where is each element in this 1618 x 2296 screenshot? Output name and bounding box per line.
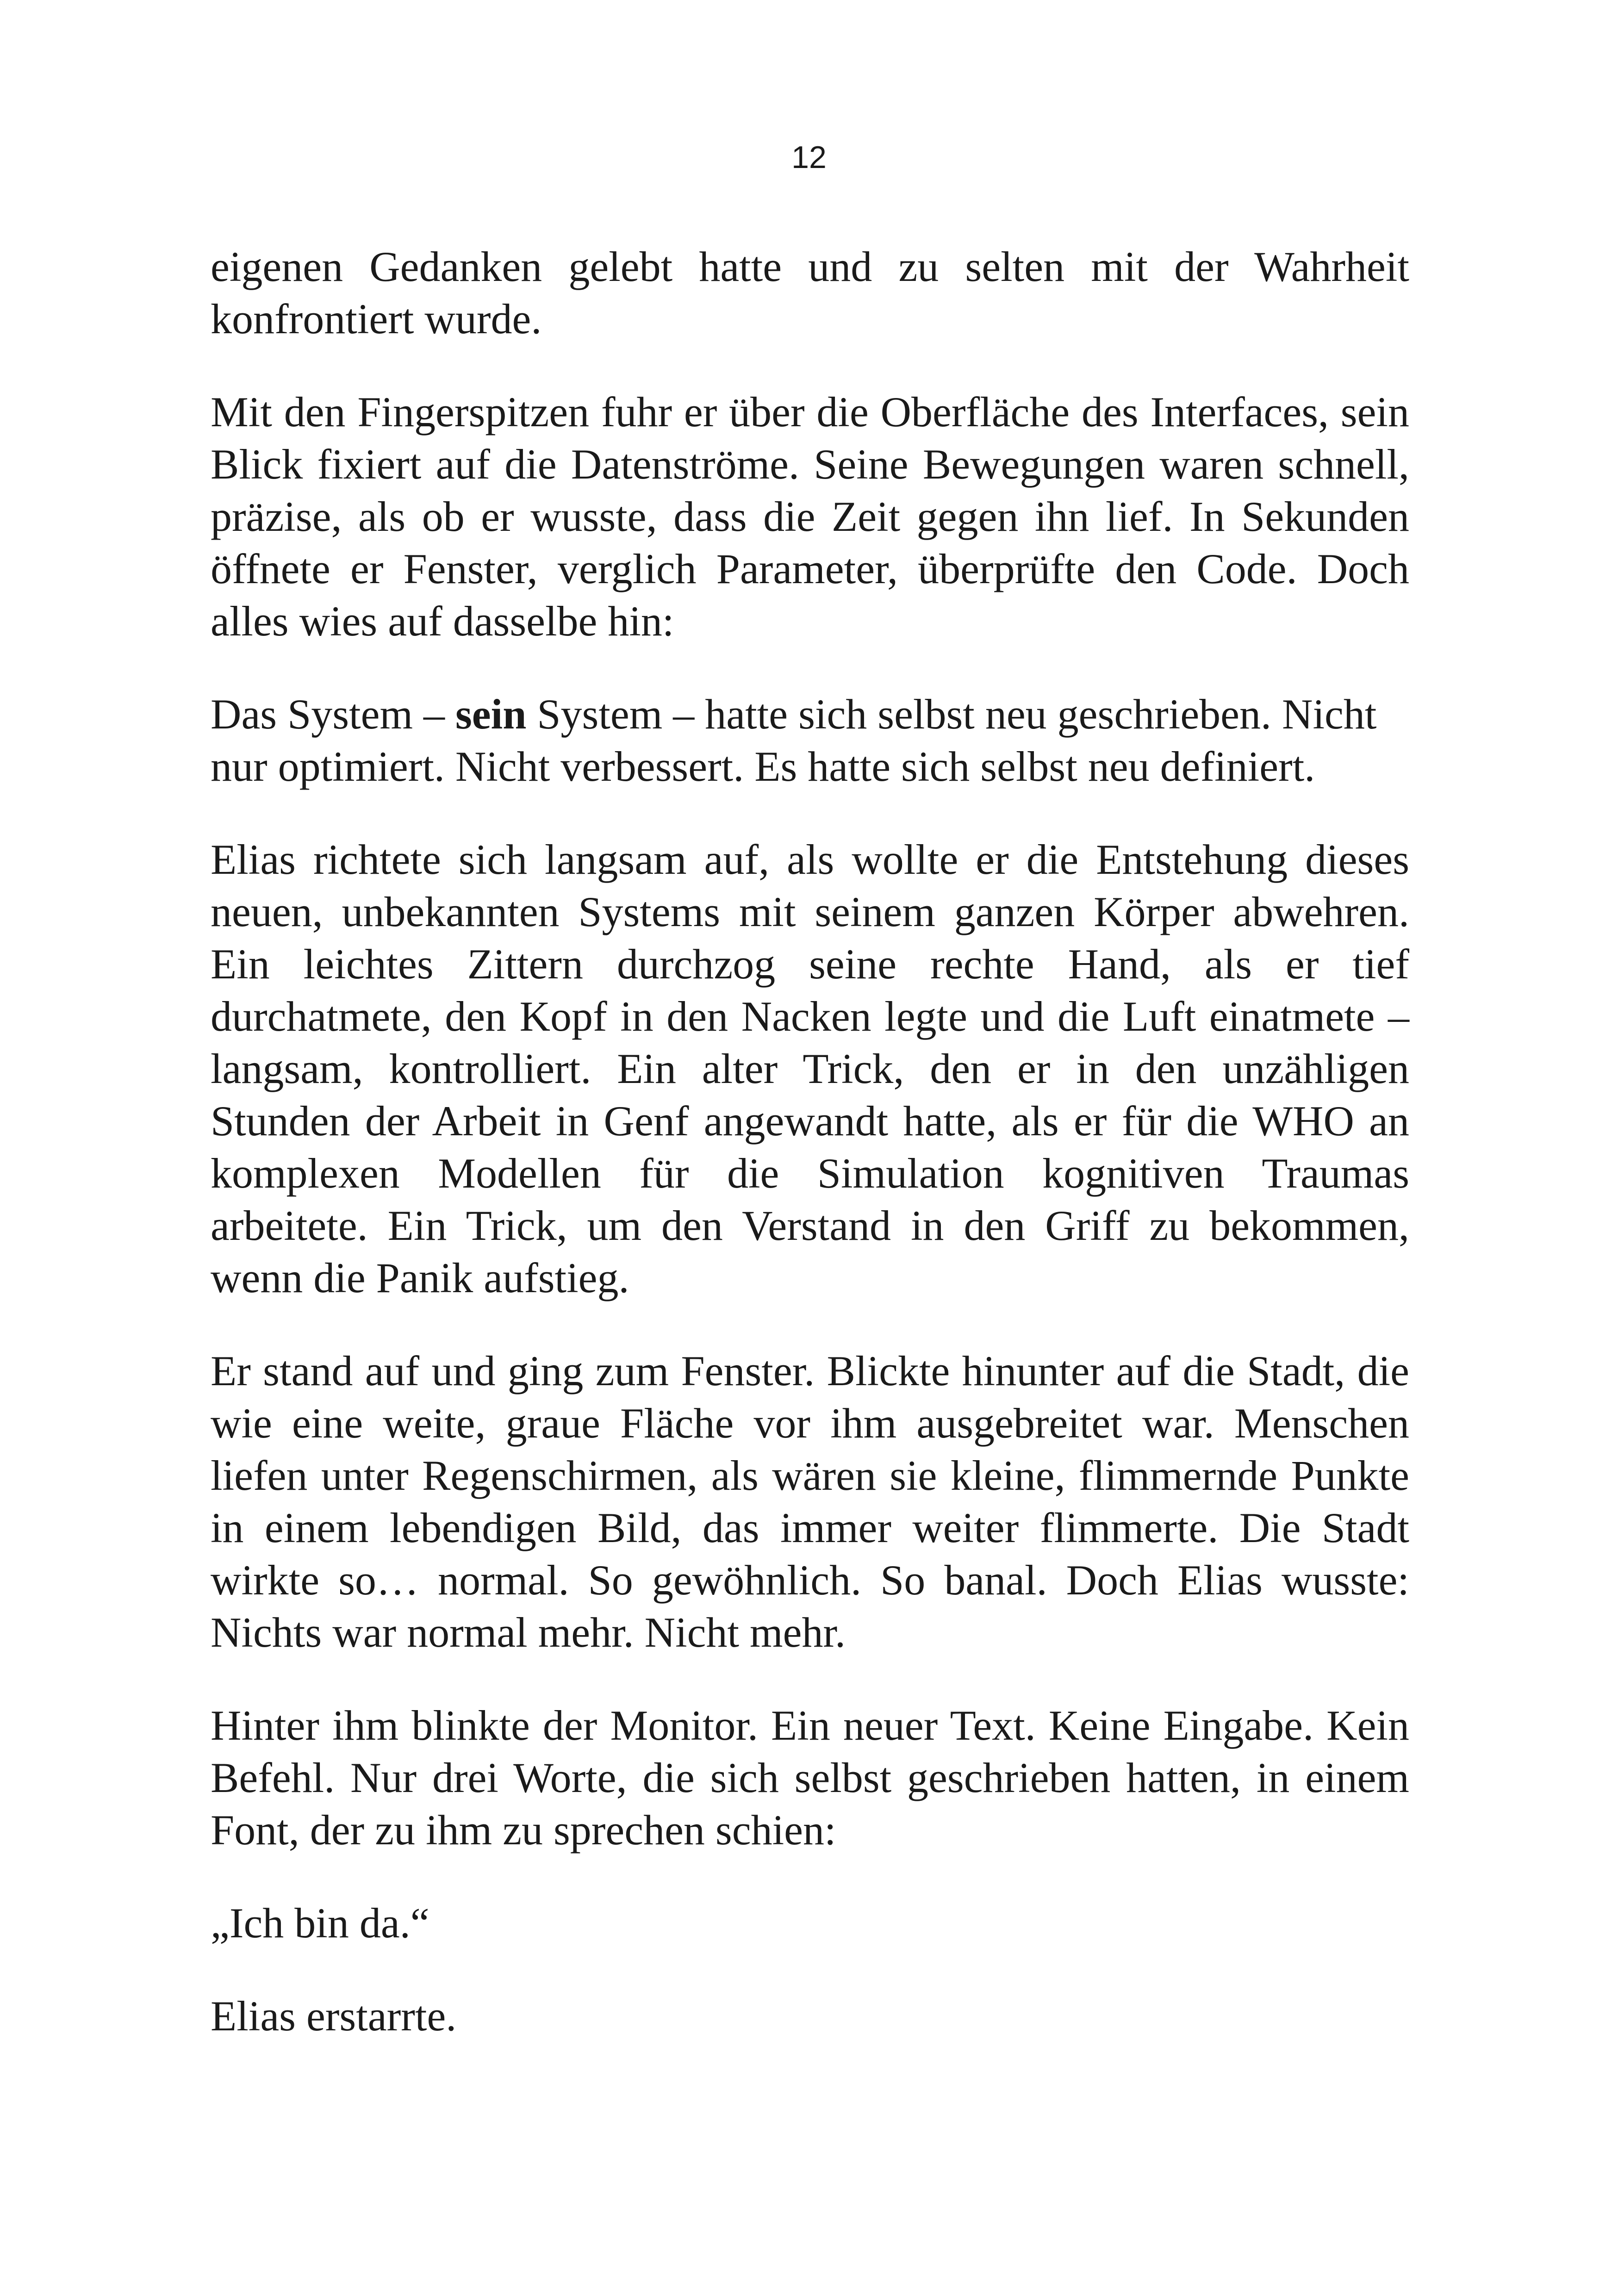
paragraph-3-lead: Das System – [211, 691, 455, 738]
paragraph-5: Er stand auf und ging zum Fenster. Blickte hinunter auf die Stadt, die wie eine weite, graue Fläche vor ihm ausgebreitet war. Menschen liefen unter Regenschirmen, als wären sie kleine, flimmernde Punkte in einem lebendigen Bild, das immer weiter flimmerte. Die Stadt wirkte so… normal. So gewöhnlich. So banal. Doch Elias wusste: Nichts war normal mehr. Nicht mehr. [211, 1347, 1409, 1656]
paragraph-7-quote: „Ich bin da.“ [211, 1899, 429, 1947]
body-text [211, 241, 1409, 2083]
paragraph-3-rest: System – hatte sich selbst neu geschrieben. Nicht nur optimiert. Nicht verbessert. Es hatte sich selbst neu definiert. [211, 691, 1377, 790]
paragraph-8: Elias erstarrte. [211, 1992, 457, 2040]
paragraph-4: Elias richtete sich langsam auf, als wollte er die Entstehung dieses neuen, unbekannten Systems mit seinem ganzen Körper abwehren. Ein leichtes Zittern durchzog seine rechte Hand, als er tief durchatmete, den Kopf in den Nacken legte und die Luft einatmete – langsam, kontrolliert. Ein alter Trick, den er in den unzähligen Stunden der Arbeit in Genf angewandt hatte, als er für die WHO an komplexen Modellen für die Simulation kognitiven Traumas arbeitete. Ein Trick, um den Verstand in den Griff zu bekommen, wenn die Panik aufstieg. [211, 836, 1409, 1301]
page-number: 12 [791, 140, 827, 175]
paragraph-2: Mit den Fingerspitzen fuhr er über die Oberfläche des Interfaces, sein Blick fixiert auf die Datenströme. Seine Bewegungen waren schnell, präzise, als ob er wusste, dass die Zeit gegen ihn lief. In Sekunden öffnete er Fenster, verglich Parameter, überprüfte den Code. Doch alles wies auf dasselbe hin: [211, 388, 1409, 645]
paragraph-1: eigenen Gedanken gelebt hatte und zu selten mit der Wahrheit konfrontiert wurde. [211, 243, 1409, 342]
paragraph-6: Hinter ihm blinkte der Monitor. Ein neuer Text. Keine Eingabe. Kein Befehl. Nur drei Worte, die sich selbst geschrieben hatten, in einem Font, der zu ihm zu sprechen schien: [211, 1702, 1409, 1854]
paragraph-3 [211, 688, 1409, 793]
emphasis-sein: sein [455, 691, 527, 738]
